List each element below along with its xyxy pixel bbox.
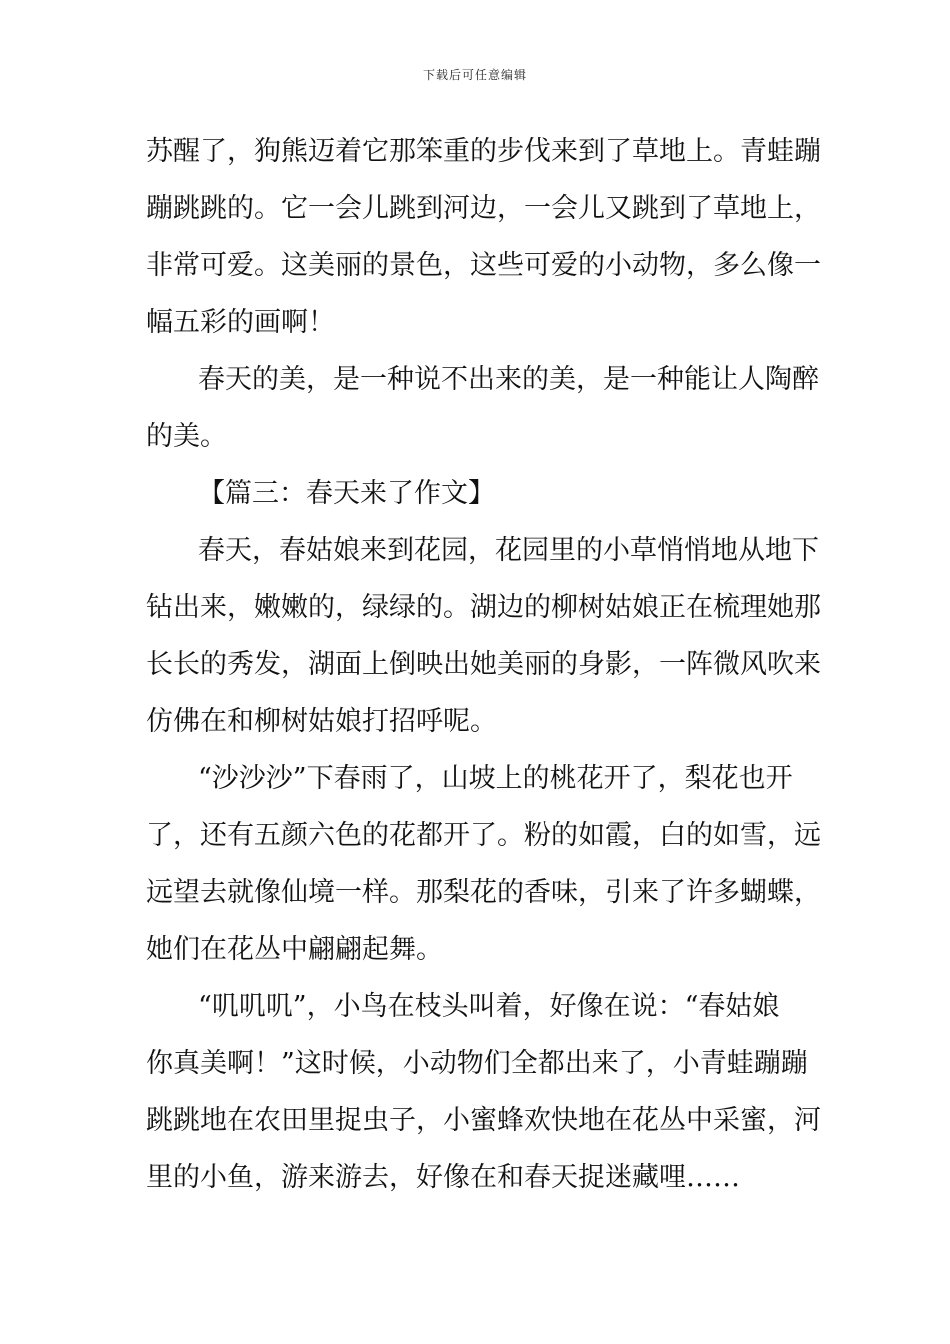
text-line: 春天的美，是一种说不出来的美，是一种能让人陶醉 — [198, 364, 819, 395]
text-line: 她们在花丛中翩翩起舞。 — [146, 934, 443, 965]
page-header: 下载后可任意编辑 — [422, 68, 527, 82]
text-line: 仿佛在和柳树姑娘打招呼呢。 — [146, 706, 497, 737]
text-line: 钻出来，嫩嫩的，绿绿的。湖边的柳树姑娘正在梳理她那 — [146, 592, 821, 623]
text-line: 春天，春姑娘来到花园，花园里的小草悄悄地从地下 — [198, 535, 819, 566]
text-line: 你真美啊！”这时候，小动物们全都出来了，小青蛙蹦蹦 — [146, 1048, 808, 1079]
text-line: 的美。 — [146, 421, 227, 452]
section-heading: 【篇三：春天来了作文】 — [198, 478, 495, 509]
text-line: 了，还有五颜六色的花都开了。粉的如霞，白的如雪，远 — [146, 820, 821, 851]
text-line: 幅五彩的画啊！ — [146, 307, 335, 338]
text-line: 蹦跳跳的。它一会儿跳到河边，一会儿又跳到了草地上， — [146, 193, 821, 224]
text-line: “叽叽叽”，小鸟在枝头叫着，好像在说：“春姑娘 — [198, 991, 780, 1022]
text-line: 远望去就像仙境一样。那梨花的香味，引来了许多蝴蝶， — [146, 877, 821, 908]
text-line: 跳跳地在农田里捉虫子，小蜜蜂欢快地在花丛中采蜜，河 — [146, 1105, 821, 1136]
text-line: 长长的秀发，湖面上倒映出她美丽的身影，一阵微风吹来 — [146, 649, 821, 680]
text-line: 苏醒了，狗熊迈着它那笨重的步伐来到了草地上。青蛙蹦 — [146, 136, 821, 167]
text-line: 里的小鱼，游来游去，好像在和春天捉迷藏哩…… — [146, 1162, 740, 1193]
text-line: 非常可爱。这美丽的景色，这些可爱的小动物，多么像一 — [146, 250, 821, 281]
text-line: “沙沙沙”下春雨了，山坡上的桃花开了，梨花也开 — [198, 763, 793, 794]
